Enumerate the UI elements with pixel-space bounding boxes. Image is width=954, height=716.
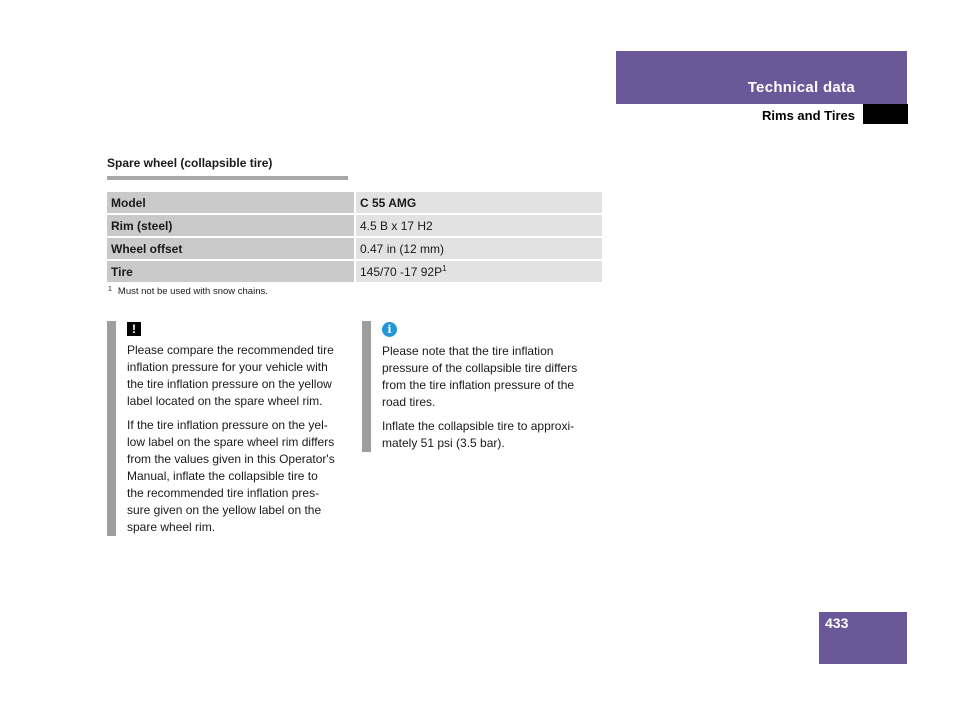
footnote-ref: 1 — [442, 263, 447, 273]
row-label: Wheel offset — [107, 237, 355, 260]
spec-table — [107, 192, 602, 284]
section-title: Rims and Tires — [762, 108, 855, 123]
note-paragraph: Inflate the collapsible tire to approxi-mately 51 psi (3.5 bar). — [382, 419, 575, 450]
header-banner — [616, 51, 907, 104]
row-value-cell — [355, 260, 602, 283]
note-paragraph: Please compare the recommended tire inflation pressure for your vehicle with the tire inflation pressure on the yellow label located on the spare wheel rim. — [127, 343, 334, 408]
row-value: 145/70 -17 92P — [360, 264, 443, 279]
chapter-title: Technical data — [747, 79, 855, 96]
footnote — [108, 286, 268, 297]
row-label: Rim (steel) — [107, 214, 355, 237]
note-bar — [362, 321, 371, 452]
footnote-text: Must not be used with snow chains. — [117, 286, 268, 297]
info-note — [362, 321, 592, 459]
page-number: 433 — [825, 615, 849, 631]
row-label: Model — [107, 192, 355, 214]
warning-note — [107, 321, 337, 543]
footnote-marker: 1 — [108, 286, 112, 293]
note-bar — [107, 321, 116, 536]
row-value: C 55 AMG — [355, 192, 602, 214]
note-paragraph: If the tire inflation pressure on the yel-low label on the spare wheel rim differs from the values given in this Operator's Manual, inflate the collapsible tire to the recommended tire inflation pres-sure given on the yellow label on the spare wheel rim. — [127, 418, 335, 534]
row-label: Tire — [107, 260, 355, 283]
table-row — [107, 237, 602, 260]
note-paragraph: Please note that the tire inflation pressure of the collapsible tire differs from the tire inflation pressure of the road tires. — [382, 344, 578, 409]
info-icon: i — [382, 322, 397, 337]
section-tab-marker — [863, 104, 908, 124]
table-row — [107, 214, 602, 237]
row-value: 0.47 in (12 mm) — [355, 237, 602, 260]
table-heading: Spare wheel (collapsible tire) — [107, 156, 348, 180]
row-value: 4.5 B x 17 H2 — [355, 214, 602, 237]
table-row — [107, 260, 602, 283]
table-row — [107, 192, 602, 214]
warning-icon: ! — [127, 322, 141, 336]
